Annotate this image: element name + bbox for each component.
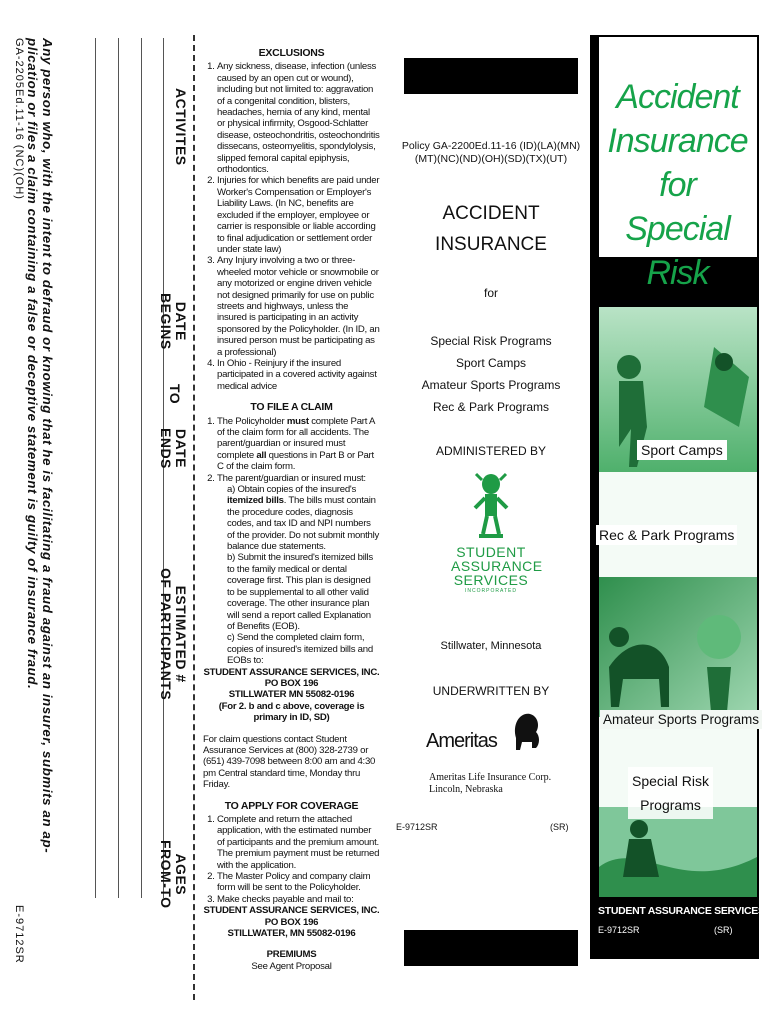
exclusion-item: 4. In Ohio - Reinjury if the insured participated in a covered activity against medical advice <box>217 358 380 392</box>
footer-name: STUDENT ASSURANCE SERVICES <box>598 905 765 917</box>
terms-panel <box>203 48 380 972</box>
logo-assurance: ASSURANCE <box>451 558 543 574</box>
apply-step: 1. Complete and return the attached application, with the estimated number of participants and the premium amount. The premium payment must be returned with the application. <box>217 814 380 871</box>
claim-address-note: (For 2. b and c above, coverage is primary in ID, SD) <box>218 700 365 724</box>
cover-title-3: Special Risk <box>625 210 730 292</box>
policy-line-2: (MT)(NC)(ND)(OH)(SD)(TX)(UT) <box>414 153 568 165</box>
ameritas-logo <box>426 708 556 758</box>
apply-title: TO APPLY FOR COVERAGE <box>224 799 359 812</box>
cover-footer <box>592 897 765 957</box>
city-label: Stillwater, Minnesota <box>440 640 542 652</box>
form-rule <box>118 38 119 898</box>
brochure-code: E-9712SR <box>396 822 438 832</box>
claim-step: 2. The parent/guardian or insured must: a) Obtain copies of the insured's itemized bills. The bills must contain the procedure codes, diagnosis codes, and tax ID and NPI numbers of the provider. Do not submit monthly balance due statements. b) Submit the insured's itemized bills to the family medical or dental coverage first. This plan is designed to be supplemental to all other valid coverage. The other insurance plan will send a report called Explanation of Benefits (EOB). c) Send the completed claim form, copies of insured's itemized bills and EOBs to: <box>217 473 380 667</box>
label-amateur-sports: Amateur Sports Programs <box>600 710 762 729</box>
claim-questions: For claim questions contact Student Assurance Services at (800) 328-2739 or (651) 439-7098 between 8:00 am and 4:30 pm Central standard time, Monday thru Friday. <box>203 733 376 791</box>
logo-incorporated: INCORPORATED <box>465 588 517 594</box>
policy-line-1: Policy GA-2200Ed.11-16 (ID)(LA)(MN) <box>401 140 581 152</box>
cover-title-1: Accident <box>616 78 739 116</box>
mascot-icon <box>451 470 531 540</box>
col-date-ends: DATE ENDS <box>158 428 189 469</box>
col-activities: ACTIVITES <box>173 88 189 166</box>
logo-services: SERVICES <box>453 572 529 588</box>
claim-address-3: STILLWATER MN 55082-0196 <box>228 689 355 701</box>
exclusion-item: 1. Any sickness, disease, infection (unless caused by an open cut or wound), including but not limited to: aggravation of a congenital condition, blisters, headaches, hernia of any kind, mental or physical infirmity, Osgood-Schlatter disease, osteochondritis, osteochondritis dissecans, osteomyelitis, spondylolysis, slipped femoral capital epiphysis, orthodontics. <box>217 61 380 175</box>
black-bar-bottom <box>404 930 578 966</box>
apply-address-2: PO BOX 196 <box>264 916 319 928</box>
apply-step: 3. Make checks payable and mail to: <box>217 894 380 905</box>
claim-step: 1. The Policyholder must complete Part A of the claim form for all accidents. The parent/guardian or insured must complete all questions in Part B or Part C of the claim form. <box>217 416 380 473</box>
footer-suffix: (SR) <box>714 925 733 935</box>
program-item: Amateur Sports Programs <box>421 378 561 392</box>
claim-address-2: PO BOX 196 <box>264 677 319 689</box>
label-rec-park: Rec & Park Programs <box>596 525 737 545</box>
administered-by: ADMINISTERED BY <box>435 444 546 458</box>
program-list <box>396 330 586 418</box>
logo-student: STUDENT <box>456 544 526 560</box>
col-estimated-participants: ESTIMATED # OF PARTICIPANTS <box>158 568 189 701</box>
title-insurance: INSURANCE <box>435 234 547 255</box>
ameritas-wordmark: Ameritas <box>426 730 497 752</box>
exclusions-list <box>203 61 380 392</box>
form-code: GA-2205Ed.11-16 (NC)(OH) <box>13 38 25 200</box>
label-special-risk <box>628 767 713 819</box>
form-rule <box>95 38 96 898</box>
form-rule <box>141 38 142 898</box>
black-bar-top <box>404 58 578 94</box>
label-special-risk-2: Programs <box>640 797 701 813</box>
premiums-title: PREMIUMS <box>266 949 317 961</box>
claim-title: TO FILE A CLAIM <box>250 401 333 414</box>
ameritas-corp: Ameritas Life Insurance Corp. <box>429 772 552 783</box>
fraud-statement-line-1: Any person who, with the intent to defraud or knowing that he is facilitating a fraud against an insurer, submits an ap- <box>40 38 55 854</box>
col-ages: AGES FROM-TO <box>158 840 189 909</box>
premiums-text: See Agent Proposal <box>251 960 332 972</box>
claim-substep: a) Obtain copies of the insured's itemized bills. The bills must contain the procedure codes, diagnosis codes, and tax ID and NPI numbers of the provider. Do not submit monthly balance due statements. <box>227 484 380 553</box>
brochure-code-suffix: (SR) <box>550 822 569 832</box>
fraud-statement-line-2: plication or files a claim containing a false or deceptive statement is guilty of insurance fraud. <box>25 38 40 690</box>
cut-line <box>193 35 195 1000</box>
underwritten-by: UNDERWRITTEN BY <box>432 684 550 698</box>
apply-address-1: STUDENT ASSURANCE SERVICES, INC. <box>203 905 380 917</box>
apply-list <box>203 814 380 905</box>
label-special-risk-1: Special Risk <box>632 773 710 789</box>
program-item: Special Risk Programs <box>430 334 552 348</box>
apply-step: 2. The Master Policy and company claim form will be sent to the Policyholder. <box>217 871 380 894</box>
cover-panel <box>590 35 765 959</box>
col-date-begins: DATE BEGINS <box>158 293 189 350</box>
exclusion-item: 2. Injuries for which benefits are paid under Worker's Compensation or Employer's Liability Laws. (In NC, benefits are excluded if the employer, employee or carrier is responsible or liable according to final adjudication or settlement order under state law) <box>217 175 380 255</box>
exclusions-title: EXCLUSIONS <box>258 47 325 59</box>
title-accident: ACCIDENT <box>442 203 540 224</box>
footer-code: E-9712SR <box>598 925 640 935</box>
claim-substep: b) Submit the insured's itemized bills to the family medical or dental coverage first. This plan is designed to be supplemental to all other valid coverage. The other insurance plan will send a report called Explanation of Benefits (EOB). <box>227 552 373 632</box>
col-to: TO <box>167 384 183 405</box>
sas-logo <box>451 470 543 620</box>
cover-edge <box>592 37 599 957</box>
claim-list <box>203 416 380 667</box>
claim-substep: c) Send the completed claim form, copies of insured's itemized bills and EOBs to: <box>227 632 373 667</box>
ameritas-city: Lincoln, Nebraska <box>429 784 503 795</box>
program-item: Sport Camps <box>455 356 527 370</box>
form-code-bottom: E-9712SR <box>13 905 25 964</box>
for-label: for <box>483 286 498 300</box>
label-sport-camps: Sport Camps <box>637 440 727 460</box>
cover-title-2: Insurance for <box>607 122 748 204</box>
program-item: Rec & Park Programs <box>432 400 550 414</box>
exclusion-item: 3. Any Injury involving a two or three-wheeled motor vehicle or snowmobile or any motorized or engine driven vehicle not designed primarily for use on public streets and highways, unless the insured is participating in an activity sponsored by the Policyholder. (In ID, an insured person must be participating as a professional) <box>217 255 380 358</box>
claim-address-1: STUDENT ASSURANCE SERVICES, INC. <box>203 666 380 678</box>
bison-icon <box>510 708 542 754</box>
apply-address-3: STILLWATER, MN 55082-0196 <box>227 928 356 940</box>
